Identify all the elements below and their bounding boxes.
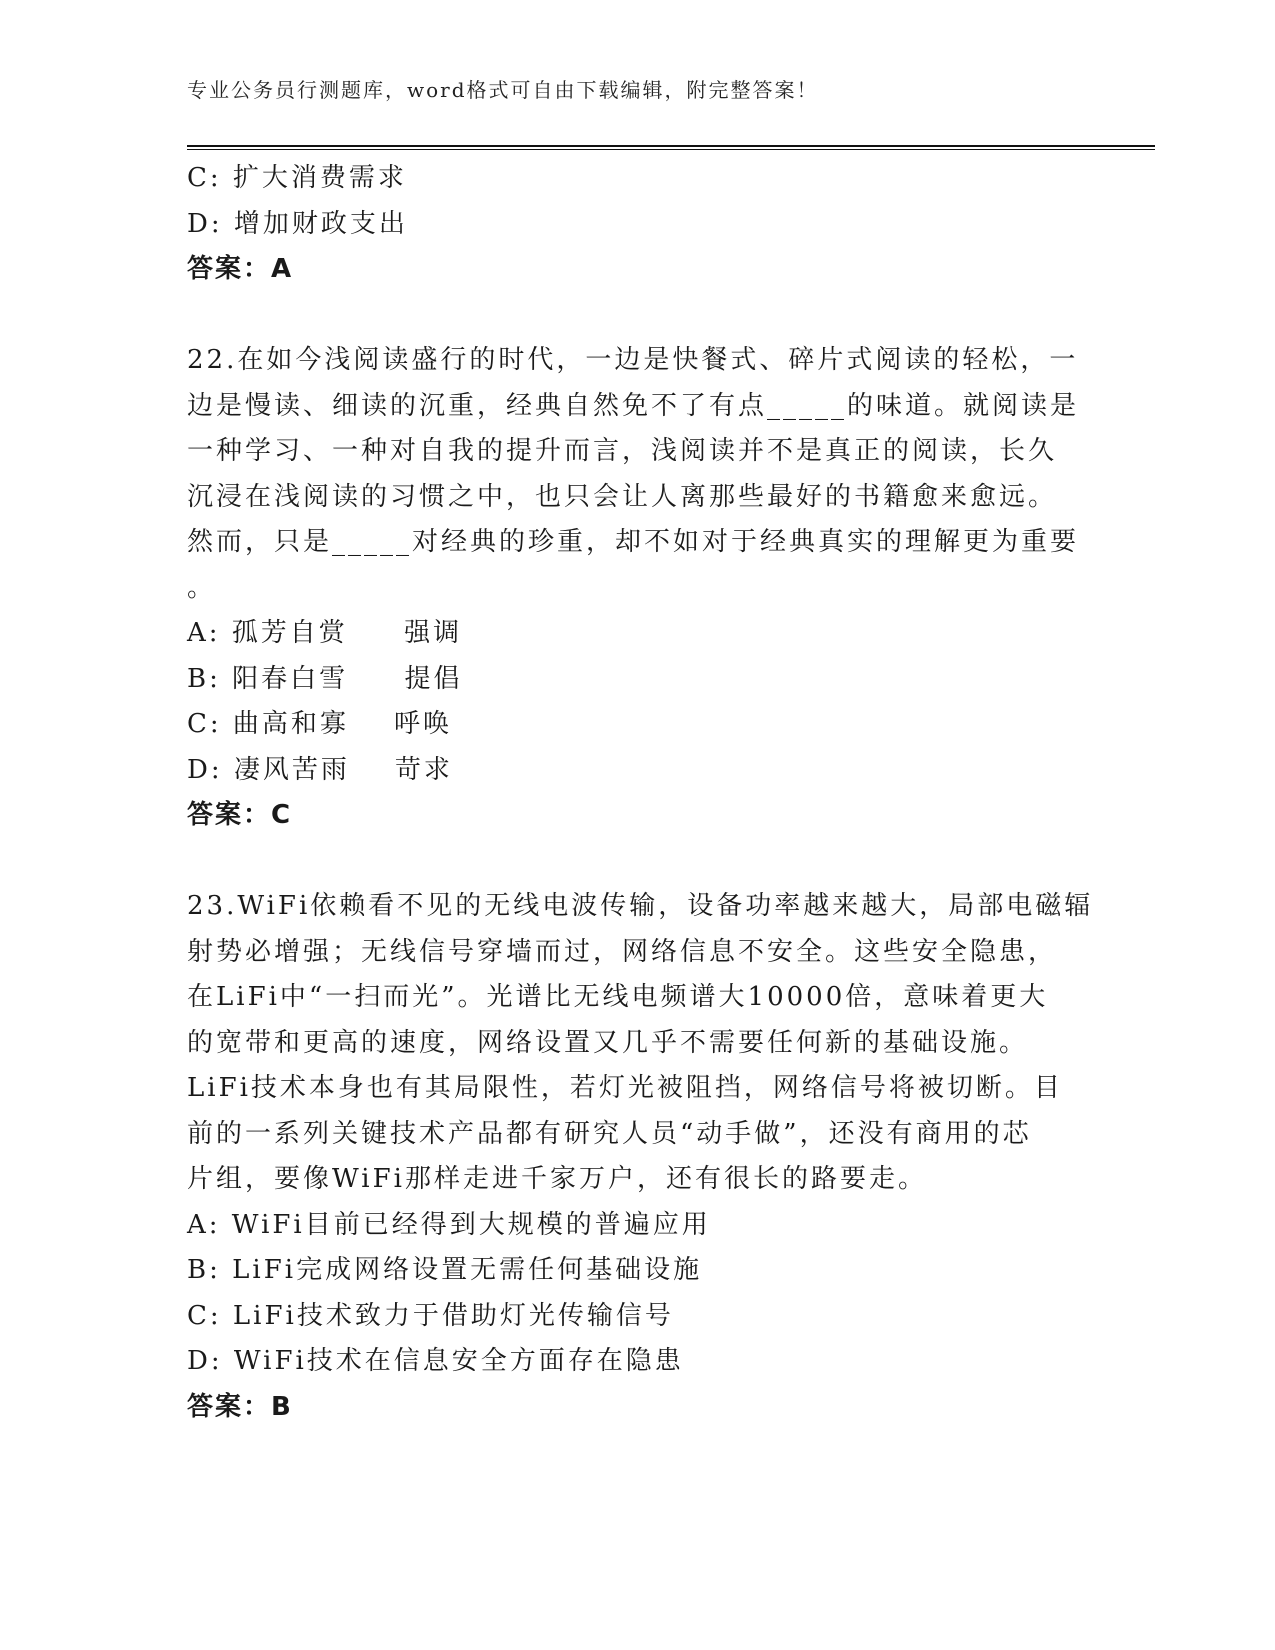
page-header: 专业公务员行测题库，word格式可自由下载编辑，附完整答案！ (187, 78, 819, 102)
option-c: C: LiFi技术致力于借助灯光传输信号 (187, 1300, 674, 1331)
question-23-line: 前的一系列关键技术产品都有研究人员“动手做”，还没有商用的芯 (187, 1118, 1032, 1149)
option-d: D: 凄风苦雨 苛求 (187, 754, 453, 785)
answer: 答案：A (187, 254, 294, 284)
option-b: B: LiFi完成网络设置无需任何基础设施 (187, 1255, 703, 1285)
spacer (187, 839, 1087, 885)
answer: 答案：C (187, 800, 293, 830)
option-c: C: 扩大消费需求 (187, 163, 407, 193)
option-d: D: WiFi技术在信息安全方面存在隐患 (187, 1346, 684, 1376)
question-content (187, 156, 1094, 1430)
question-23-line: 片组，要像WiFi那样走进千家万户，还有很长的路要走。 (187, 1164, 927, 1194)
option-c: C: 曲高和寡 呼唤 (187, 709, 452, 739)
question-23-line: LiFi技术本身也有其局限性，若灯光被阻挡，网络信号将被切断。目 (187, 1073, 1063, 1103)
question-23-line: 23.WiFi依赖看不见的无线电波传输，设备功率越来越大，局部电磁辐 (187, 891, 1094, 921)
question-22-line: 22.在如今浅阅读盛行的时代，一边是快餐式、碎片式阅读的轻松，一 (187, 345, 1079, 375)
question-23-line: 的宽带和更高的速度，网络设置又几乎不需要任何新的基础设施。 (187, 1027, 1029, 1058)
option-a: A: WiFi目前已经得到大规模的普遍应用 (187, 1209, 711, 1240)
question-23-line: 在LiFi中“一扫而光”。光谱比无线电频谱大10000倍，意味着更大 (187, 982, 1049, 1012)
question-23-line: 射势必增强；无线信号穿墙而过，网络信息不安全。这些安全隐患， (187, 936, 1058, 967)
header-divider (187, 145, 1155, 150)
question-22-line: 。 (187, 572, 217, 603)
option-b: B: 阳春白雪 提倡 (187, 663, 463, 694)
spacer (187, 293, 1087, 339)
question-22-line: 边是慢读、细读的沉重，经典自然免不了有点_____的味道。就阅读是 (187, 390, 1080, 421)
option-d: D: 增加财政支出 (187, 208, 408, 239)
question-22-line: 然而，只是_____对经典的珍重，却不如对于经典真实的理解更为重要 (187, 527, 1080, 557)
option-a: A: 孤芳自赏 强调 (187, 618, 463, 648)
question-22-line: 一种学习、一种对自我的提升而言，浅阅读并不是真正的阅读，长久 (187, 436, 1058, 466)
answer: 答案：B (187, 1391, 293, 1422)
question-22-line: 沉浸在浅阅读的习惯之中，也只会让人离那些最好的书籍愈来愈远。 (187, 481, 1058, 512)
